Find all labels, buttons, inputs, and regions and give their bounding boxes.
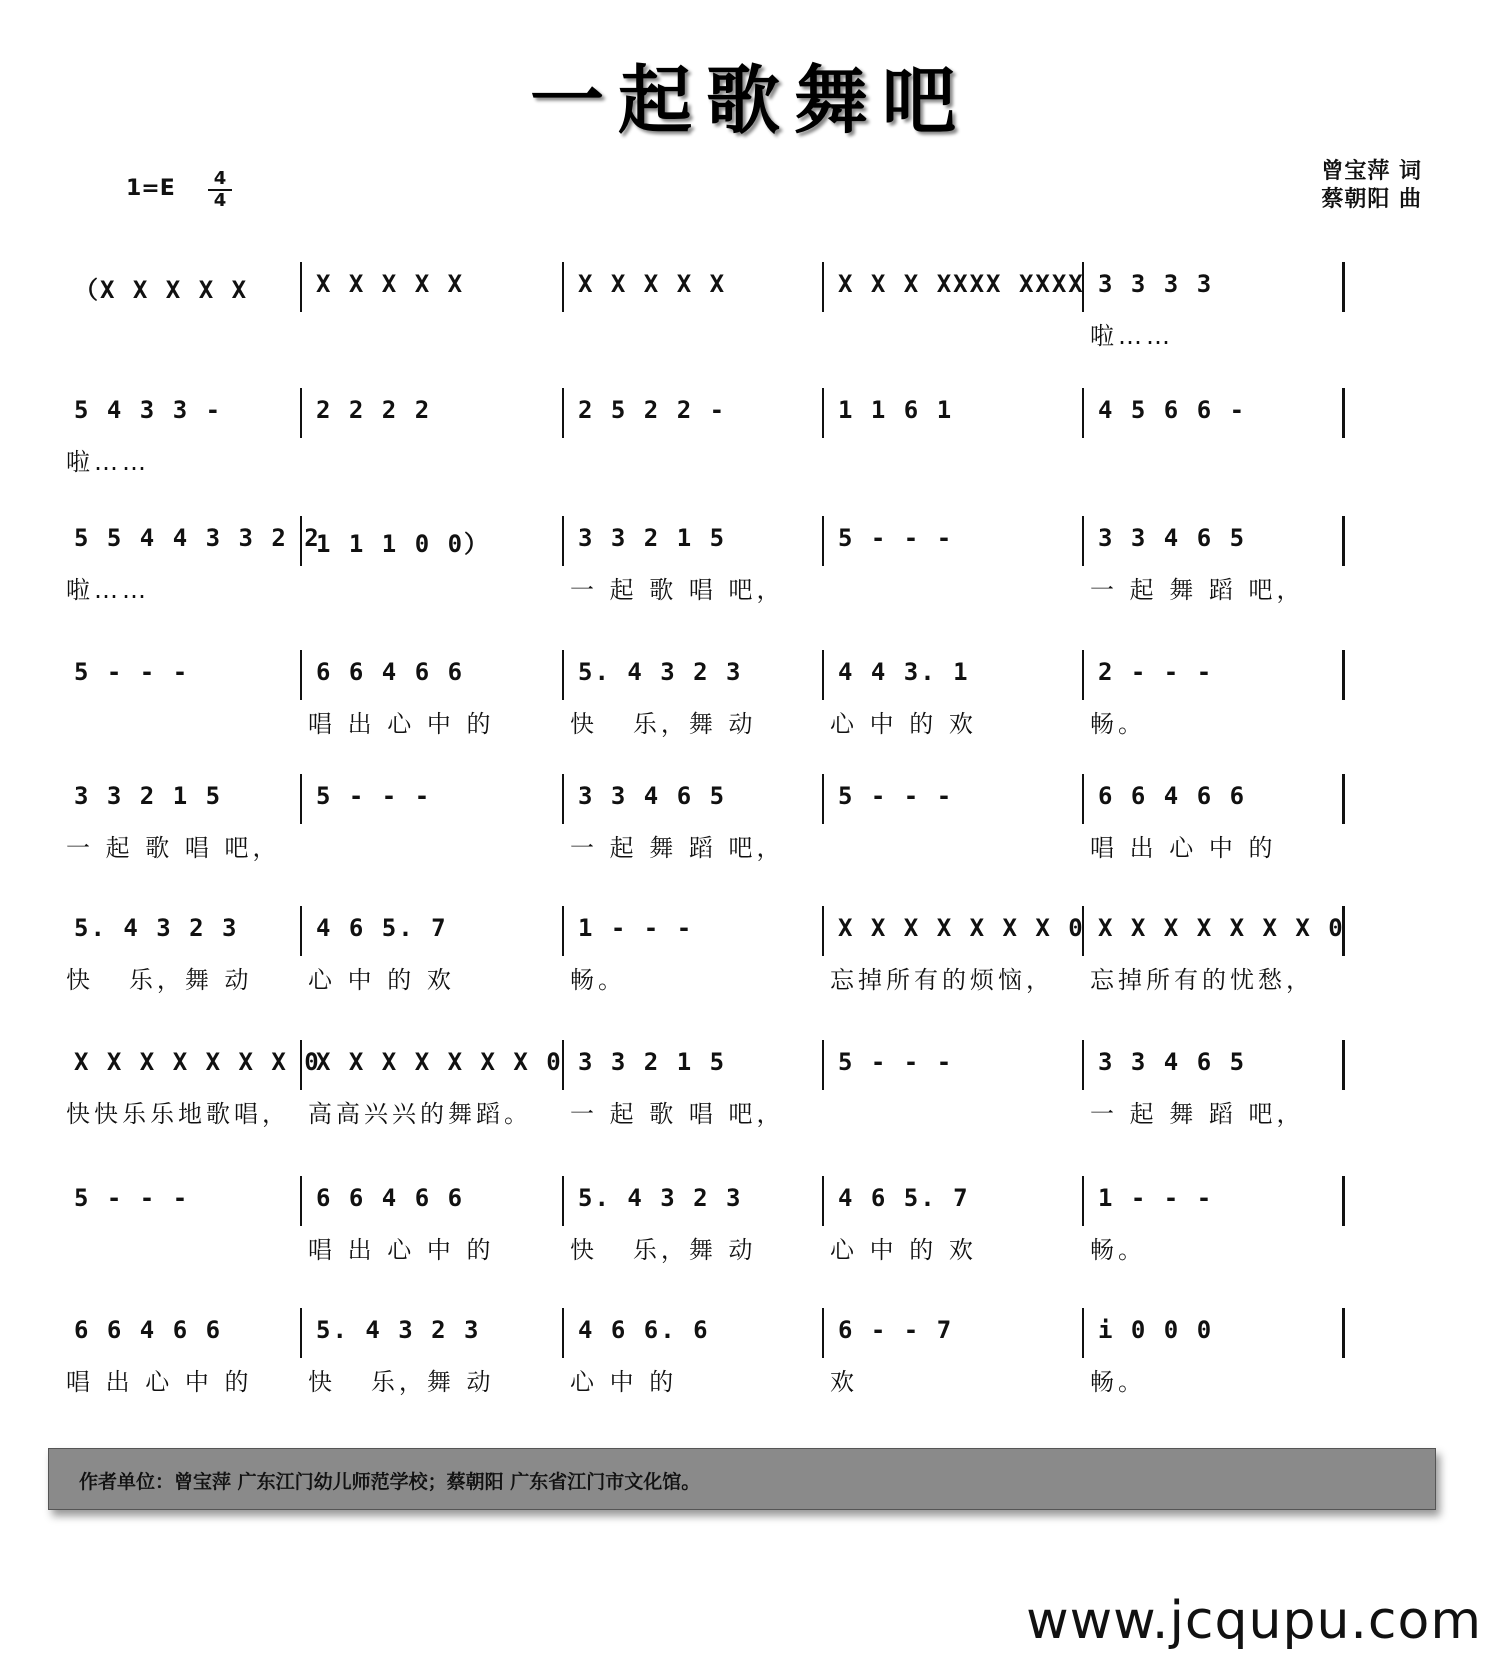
notes-row xyxy=(58,646,1428,696)
score-system xyxy=(58,384,1428,494)
measure-lyrics: 一 起 舞 蹈 吧， xyxy=(1090,576,1305,604)
measure-notes: 3 3 4 6 5 xyxy=(578,782,727,810)
measure-notes: 2 - - - xyxy=(1098,658,1214,686)
barline xyxy=(822,1176,824,1226)
measure-lyrics: 畅。 xyxy=(570,966,626,994)
barline xyxy=(822,262,824,312)
measure-notes: 1 - - - xyxy=(578,914,694,942)
notes-row xyxy=(58,1172,1428,1222)
barline xyxy=(300,774,302,824)
barline xyxy=(1082,1040,1084,1090)
score-system xyxy=(58,1304,1428,1414)
measure-lyrics: 快 乐，舞 动 xyxy=(308,1368,495,1396)
lyricist: 曾宝萍 词 xyxy=(1321,159,1422,184)
measure-notes: 6 6 4 6 6 xyxy=(316,658,465,686)
credits xyxy=(1321,158,1422,214)
key-signature: 1=E xyxy=(126,176,175,201)
measure-lyrics: 唱 出 心 中 的 xyxy=(308,710,495,738)
measure-notes: X X X X X X X 0 xyxy=(838,914,1085,942)
measure-notes: 4 6 5. 7 xyxy=(316,914,448,942)
measure-notes: X X X XXXX XXXX xyxy=(838,270,1085,298)
notes-row xyxy=(58,1036,1428,1086)
measure-lyrics: 快 乐，舞 动 xyxy=(66,966,253,994)
notes-row xyxy=(58,902,1428,952)
barline xyxy=(1342,388,1345,438)
measure-lyrics: 欢 xyxy=(830,1368,858,1396)
barline xyxy=(562,262,564,312)
barline xyxy=(300,650,302,700)
barline xyxy=(562,1176,564,1226)
measure-lyrics: 一 起 歌 唱 吧， xyxy=(66,834,281,862)
barline xyxy=(300,1308,302,1358)
measure-notes: 3 3 2 1 5 xyxy=(74,782,223,810)
barline xyxy=(1082,650,1084,700)
measure-notes: 1 1 1 0 0） xyxy=(316,530,491,558)
measure-notes: 5 - - - xyxy=(316,782,432,810)
score-system xyxy=(58,258,1428,368)
measure-lyrics: 啦…… xyxy=(1090,322,1174,350)
measure-notes: 1 1 6 1 xyxy=(838,396,954,424)
measure-notes: 6 6 4 6 6 xyxy=(74,1316,223,1344)
barline xyxy=(300,906,302,956)
measure-notes: X X X X X X X 0 xyxy=(316,1048,563,1076)
barline xyxy=(562,516,564,566)
measure-notes: 2 2 2 2 xyxy=(316,396,432,424)
measure-lyrics: 心 中 的 xyxy=(570,1368,678,1396)
measure-notes: 6 6 4 6 6 xyxy=(1098,782,1247,810)
measure-lyrics: 一 起 舞 蹈 吧， xyxy=(1090,1100,1305,1128)
measure-lyrics: 一 起 舞 蹈 吧， xyxy=(570,834,785,862)
barline xyxy=(1342,1040,1345,1090)
barline xyxy=(1342,262,1345,312)
score-system xyxy=(58,770,1428,880)
barline xyxy=(562,650,564,700)
score-system xyxy=(58,512,1428,622)
measure-lyrics: 心 中 的 欢 xyxy=(830,710,977,738)
barline xyxy=(1342,516,1345,566)
barline xyxy=(1342,1308,1345,1358)
measure-lyrics: 畅。 xyxy=(1090,1236,1146,1264)
notes-row xyxy=(58,1304,1428,1354)
author-affiliation: 作者单位：曾宝萍 广东江门幼儿师范学校；蔡朝阳 广东省江门市文化馆。 xyxy=(79,1471,701,1493)
barline xyxy=(822,774,824,824)
measure-lyrics: 畅。 xyxy=(1090,710,1146,738)
measure-notes: 3 3 4 6 5 xyxy=(1098,524,1247,552)
measure-notes: 3 3 2 1 5 xyxy=(578,524,727,552)
notes-row xyxy=(58,770,1428,820)
barline xyxy=(1342,1176,1345,1226)
measure-notes: 6 6 4 6 6 xyxy=(316,1184,465,1212)
measure-lyrics: 唱 出 心 中 的 xyxy=(1090,834,1277,862)
measure-notes: 5 - - - xyxy=(838,1048,954,1076)
measure-notes: 3 3 3 3 xyxy=(1098,270,1214,298)
measure-notes: i 0 0 0 xyxy=(1098,1316,1214,1344)
time-signature-bottom: 4 xyxy=(213,190,227,211)
score-system xyxy=(58,902,1428,1012)
measure-notes: 4 6 6. 6 xyxy=(578,1316,710,1344)
barline xyxy=(1082,1176,1084,1226)
measure-notes: 3 3 4 6 5 xyxy=(1098,1048,1247,1076)
measure-notes: 5 - - - xyxy=(74,1184,190,1212)
measure-notes: 5. 4 3 2 3 xyxy=(74,914,239,942)
time-signature-top: 4 xyxy=(213,168,227,189)
barline xyxy=(822,516,824,566)
barline xyxy=(562,1308,564,1358)
barline xyxy=(1342,650,1345,700)
barline xyxy=(822,650,824,700)
measure-lyrics: 快快乐乐地歌唱， xyxy=(66,1100,290,1128)
barline xyxy=(1342,774,1345,824)
measure-notes: 2 5 2 2 - xyxy=(578,396,727,424)
measure-notes: 5. 4 3 2 3 xyxy=(316,1316,481,1344)
composer: 蔡朝阳 曲 xyxy=(1321,187,1422,212)
measure-lyrics: 忘掉所有的忧愁， xyxy=(1090,966,1314,994)
measure-lyrics: 忘掉所有的烦恼， xyxy=(830,966,1054,994)
measure-lyrics: 一 起 歌 唱 吧， xyxy=(570,576,785,604)
measure-notes: 5 - - - xyxy=(838,524,954,552)
song-title: 一起歌舞吧 xyxy=(530,58,970,144)
measure-notes: 4 4 3. 1 xyxy=(838,658,970,686)
barline xyxy=(562,774,564,824)
measure-lyrics: 快 乐，舞 动 xyxy=(570,1236,757,1264)
measure-lyrics: 啦…… xyxy=(66,448,150,476)
notes-row xyxy=(58,258,1428,308)
measure-notes: 6 - - 7 xyxy=(838,1316,954,1344)
measure-notes: 5. 4 3 2 3 xyxy=(578,658,743,686)
barline xyxy=(1082,516,1084,566)
measure-notes: 4 6 5. 7 xyxy=(838,1184,970,1212)
score-system xyxy=(58,1172,1428,1282)
measure-notes: （X X X X X xyxy=(74,276,249,304)
barline xyxy=(562,906,564,956)
barline xyxy=(1082,388,1084,438)
measure-lyrics: 心 中 的 欢 xyxy=(308,966,455,994)
measure-lyrics: 一 起 歌 唱 吧， xyxy=(570,1100,785,1128)
notes-row xyxy=(58,512,1428,562)
notes-row xyxy=(58,384,1428,434)
measure-notes: 5 - - - xyxy=(838,782,954,810)
score-system xyxy=(58,1036,1428,1146)
measure-notes: X X X X X xyxy=(316,270,465,298)
score-system xyxy=(58,646,1428,756)
measure-lyrics: 唱 出 心 中 的 xyxy=(308,1236,495,1264)
measure-notes: 4 5 6 6 - xyxy=(1098,396,1247,424)
measure-lyrics: 快 乐，舞 动 xyxy=(570,710,757,738)
measure-notes: 5. 4 3 2 3 xyxy=(578,1184,743,1212)
measure-notes: X X X X X X X 0 xyxy=(1098,914,1345,942)
measure-lyrics: 唱 出 心 中 的 xyxy=(66,1368,253,1396)
measure-notes: X X X X X X X 0 xyxy=(74,1048,321,1076)
measure-lyrics: 啦…… xyxy=(66,576,150,604)
measure-notes: X X X X X xyxy=(578,270,727,298)
barline xyxy=(300,388,302,438)
measure-notes: 3 3 2 1 5 xyxy=(578,1048,727,1076)
measure-notes: 5 5 4 4 3 3 2 2 xyxy=(74,524,321,552)
measure-notes: 5 - - - xyxy=(74,658,190,686)
measure-notes: 1 - - - xyxy=(1098,1184,1214,1212)
barline xyxy=(822,388,824,438)
time-signature xyxy=(208,170,232,210)
measure-lyrics: 畅。 xyxy=(1090,1368,1146,1396)
barline xyxy=(822,1308,824,1358)
barline xyxy=(822,906,824,956)
barline xyxy=(822,1040,824,1090)
barline xyxy=(562,388,564,438)
barline xyxy=(300,1176,302,1226)
measure-notes: 5 4 3 3 - xyxy=(74,396,223,424)
barline xyxy=(1082,1308,1084,1358)
barline xyxy=(1082,774,1084,824)
measure-lyrics: 高高兴兴的舞蹈。 xyxy=(308,1100,532,1128)
measure-lyrics: 心 中 的 欢 xyxy=(830,1236,977,1264)
footer-box xyxy=(48,1448,1436,1510)
barline xyxy=(300,262,302,312)
watermark: www.jcqupu.com xyxy=(1026,1591,1482,1651)
